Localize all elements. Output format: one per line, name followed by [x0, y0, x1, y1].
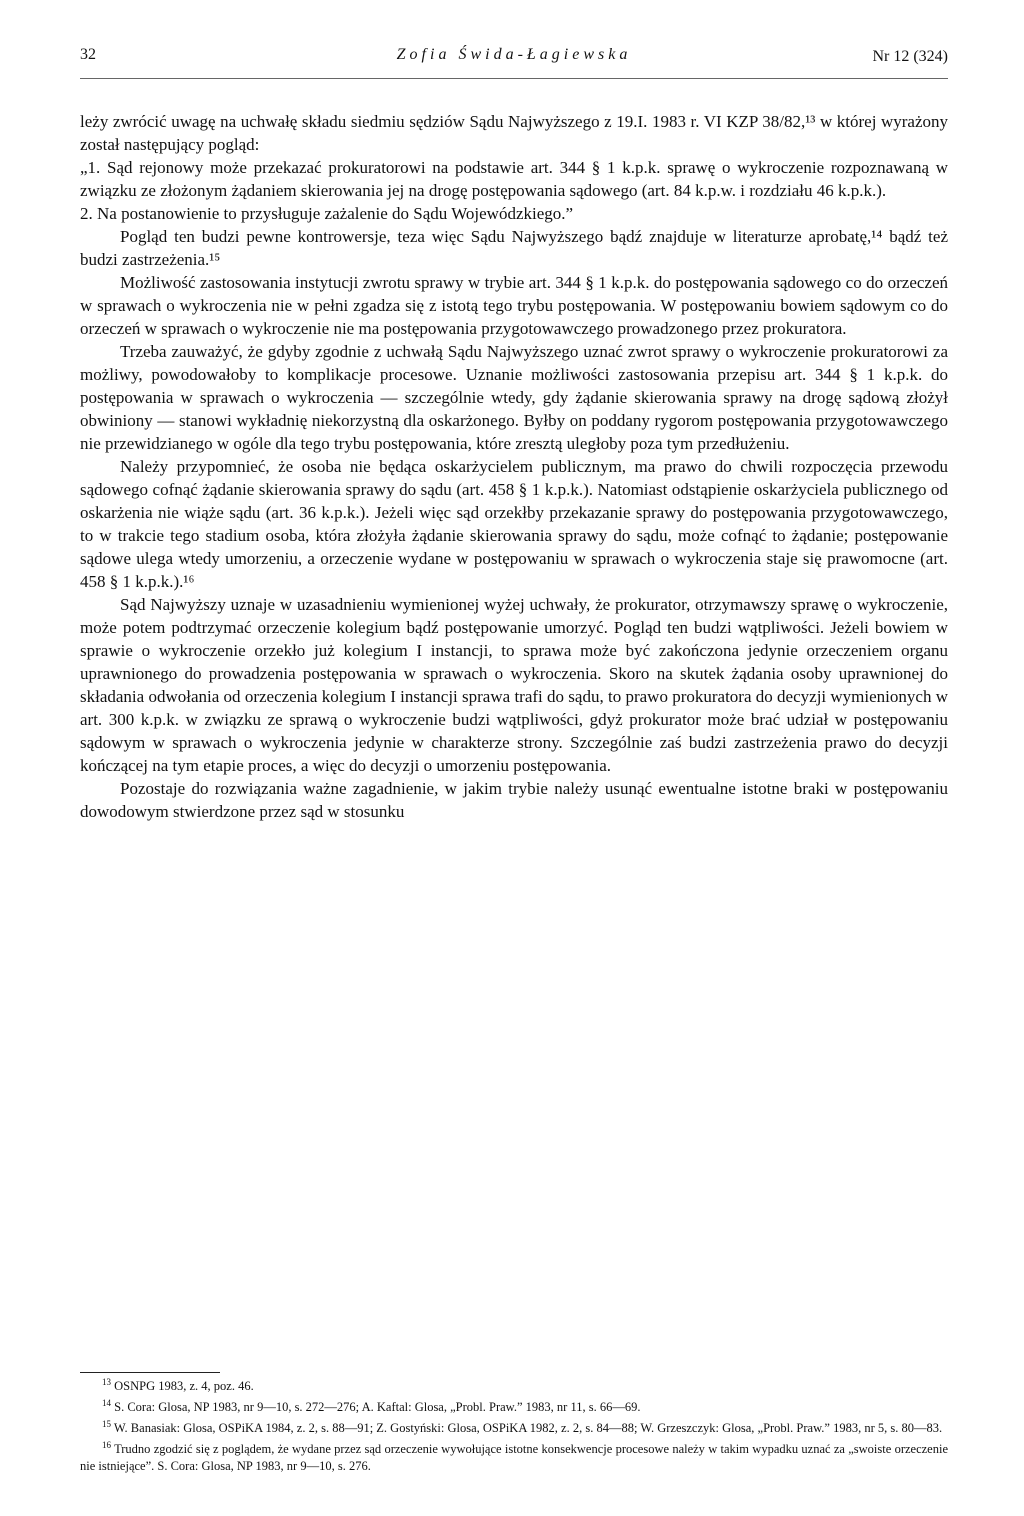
footnote-rule	[80, 1372, 220, 1373]
footnote-number: 13	[102, 1376, 111, 1387]
footnote-text: OSNPG 1983, z. 4, poz. 46.	[114, 1379, 254, 1393]
page-number: 32	[80, 46, 96, 63]
paragraph: Sąd Najwyższy uznaje w uzasadnieniu wymienionej wyżej uchwały, że prokurator, otrzymawszy sprawę o wykroczenie, może potem podtrzymać orzeczenie kolegium bądź postępowanie umorzyć. Pogląd ten budzi wątpliwości. Jeżeli bowiem w sprawie o wykroczenie orzekło już kolegium I instancji, to sprawa może być zakończona jedynie orzeczeniem organu uprawnionego do prowadzenia postępowania w sprawach o wykroczenia. Skoro na skutek żądania osoby uprawnionej do składania odwołania od orzeczenia kolegium I instancji sprawa trafi do sądu, to prawo prokuratora do decyzji wymienionych w art. 300 k.p.k. w związku ze sprawą o wykroczenie budzi wątpliwości, gdyż prokurator może brać udział w postępowaniu sądowym w sprawach o wykroczenia jedynie w charakterze strony. Szczególnie zaś budzi zastrzeżenia prawo do decyzji kończącej na tym etapie proces, a więc do decyzji o umorzeniu postępowania.	[80, 595, 948, 775]
paragraph: Możliwość zastosowania instytucji zwrotu sprawy w trybie art. 344 § 1 k.p.k. do postępowania sądowego co do orzeczeń w sprawach o wykroczenia nie w pełni zgadza się z istotą tego trybu postępowania. W postępowaniu bowiem sądowym co do orzeczeń w sprawach o wykroczenie nie ma postępowania przygotowawczego prowadzonego przez prokuratora.	[80, 273, 948, 338]
paragraph: Trzeba zauważyć, że gdyby zgodnie z uchwałą Sądu Najwyższego uznać zwrot sprawy o wykroczenie prokuratorowi za możliwy, powodowałoby to komplikacje procesowe. Uznanie możliwości zastosowania przepisu art. 344 § 1 k.p.k. do postępowania w sprawach o wykroczenia — szczególnie wtedy, gdy żądanie skierowania sprawy na drogę sądową złożył obwiniony — stanowi wykładnię niekorzystną dla oskarżonego. Byłby on poddany rygorom postępowania przygotowawczego nie przewidzianego w ogóle dla tego trybu postępowania, które zresztą uległoby poza tym przedłużeniu.	[80, 342, 948, 453]
quote-paragraph: „1. Sąd rejonowy może przekazać prokuratorowi na podstawie art. 344 § 1 k.p.k. sprawę o wykroczenie rozpoznawaną w związku ze złożonym żądaniem skierowania jej na drogę postępowania sądowego (art. 84 k.p.w. i rozdziału 46 k.p.k.).	[80, 158, 948, 200]
paragraph: Pozostaje do rozwiązania ważne zagadnienie, w jakim trybie należy usunąć ewentualne istotne braki w postępowaniu dowodowym stwierdzone przez sąd w stosunku	[80, 779, 948, 821]
header-rule	[80, 78, 948, 79]
paragraph: Należy przypomnieć, że osoba nie będąca oskarżycielem publicznym, ma prawo do chwili rozpoczęcia przewodu sądowego cofnąć żądanie skierowania sprawy do sądu (art. 458 § 1 k.p.k.). Natomiast odstąpienie oskarżyciela publicznego od oskarżenia nie wiąże sądu (art. 36 k.p.k.). Jeżeli więc sąd orzekłby przekazanie sprawy do postępowania przygotowawczego, to w trakcie tego stadium osoba, która złożyła żądanie skierowania sprawy do sądu, może cofnąć to żądanie; postępowanie sądowe ulega wtedy umorzeniu, a orzeczenie wydane w postępowaniu w sprawach o wykroczenia staje się prawomocne (art. 458 § 1 k.p.k.).¹⁶	[80, 457, 948, 591]
footnote	[80, 1441, 948, 1475]
footnote-number: 14	[102, 1397, 111, 1408]
issue-number: Nr 12 (324)	[872, 48, 948, 65]
body-text	[80, 110, 948, 823]
quote-paragraph: 2. Na postanowienie to przysługuje zażalenie do Sądu Wojewódzkiego.”	[80, 204, 574, 223]
document-page	[80, 36, 948, 1473]
running-author: Zofia Świda-Łagiewska	[396, 46, 632, 63]
paragraph: leży zwrócić uwagę na uchwałę składu siedmiu sędziów Sądu Najwyższego z 19.I. 1983 r. VI KZP 38/82,¹³ w której wyrażony został następujący pogląd:	[80, 112, 948, 154]
paragraph: Pogląd ten budzi pewne kontrowersje, teza więc Sądu Najwyższego bądź znajduje w literaturze aprobatę,¹⁴ bądź też budzi zastrzeżenia.¹⁵	[80, 227, 948, 269]
footnotes	[80, 1378, 948, 1479]
footnote	[80, 1420, 948, 1437]
footnote-text: W. Banasiak: Glosa, OSPiKA 1984, z. 2, s. 88—91; Z. Gostyński: Glosa, OSPiKA 1982, z. 2, s. 84—88; W. Grzeszczyk: Glosa, „Probl. Praw.” 1983, nr 5, s. 80—83.	[113, 1421, 943, 1435]
footnote-text: S. Cora: Glosa, NP 1983, nr 9—10, s. 272—276; A. Kaftal: Glosa, „Probl. Praw.” 1983, nr 11, s. 66—69.	[114, 1400, 641, 1414]
footnote	[80, 1399, 948, 1416]
footnote	[80, 1378, 948, 1395]
running-header	[80, 36, 948, 66]
footnote-text: Trudno zgodzić się z poglądem, że wydane przez sąd orzeczenie wywołujące istotne konsekwencje procesowe należy w takim wypadku uznać za „swoiste orzeczenie nie istniejące”. S. Cora: Glosa, NP 1983, nr 9—10, s. 276.	[80, 1442, 948, 1473]
footnote-number: 16	[102, 1439, 111, 1450]
footnote-number: 15	[102, 1418, 111, 1429]
